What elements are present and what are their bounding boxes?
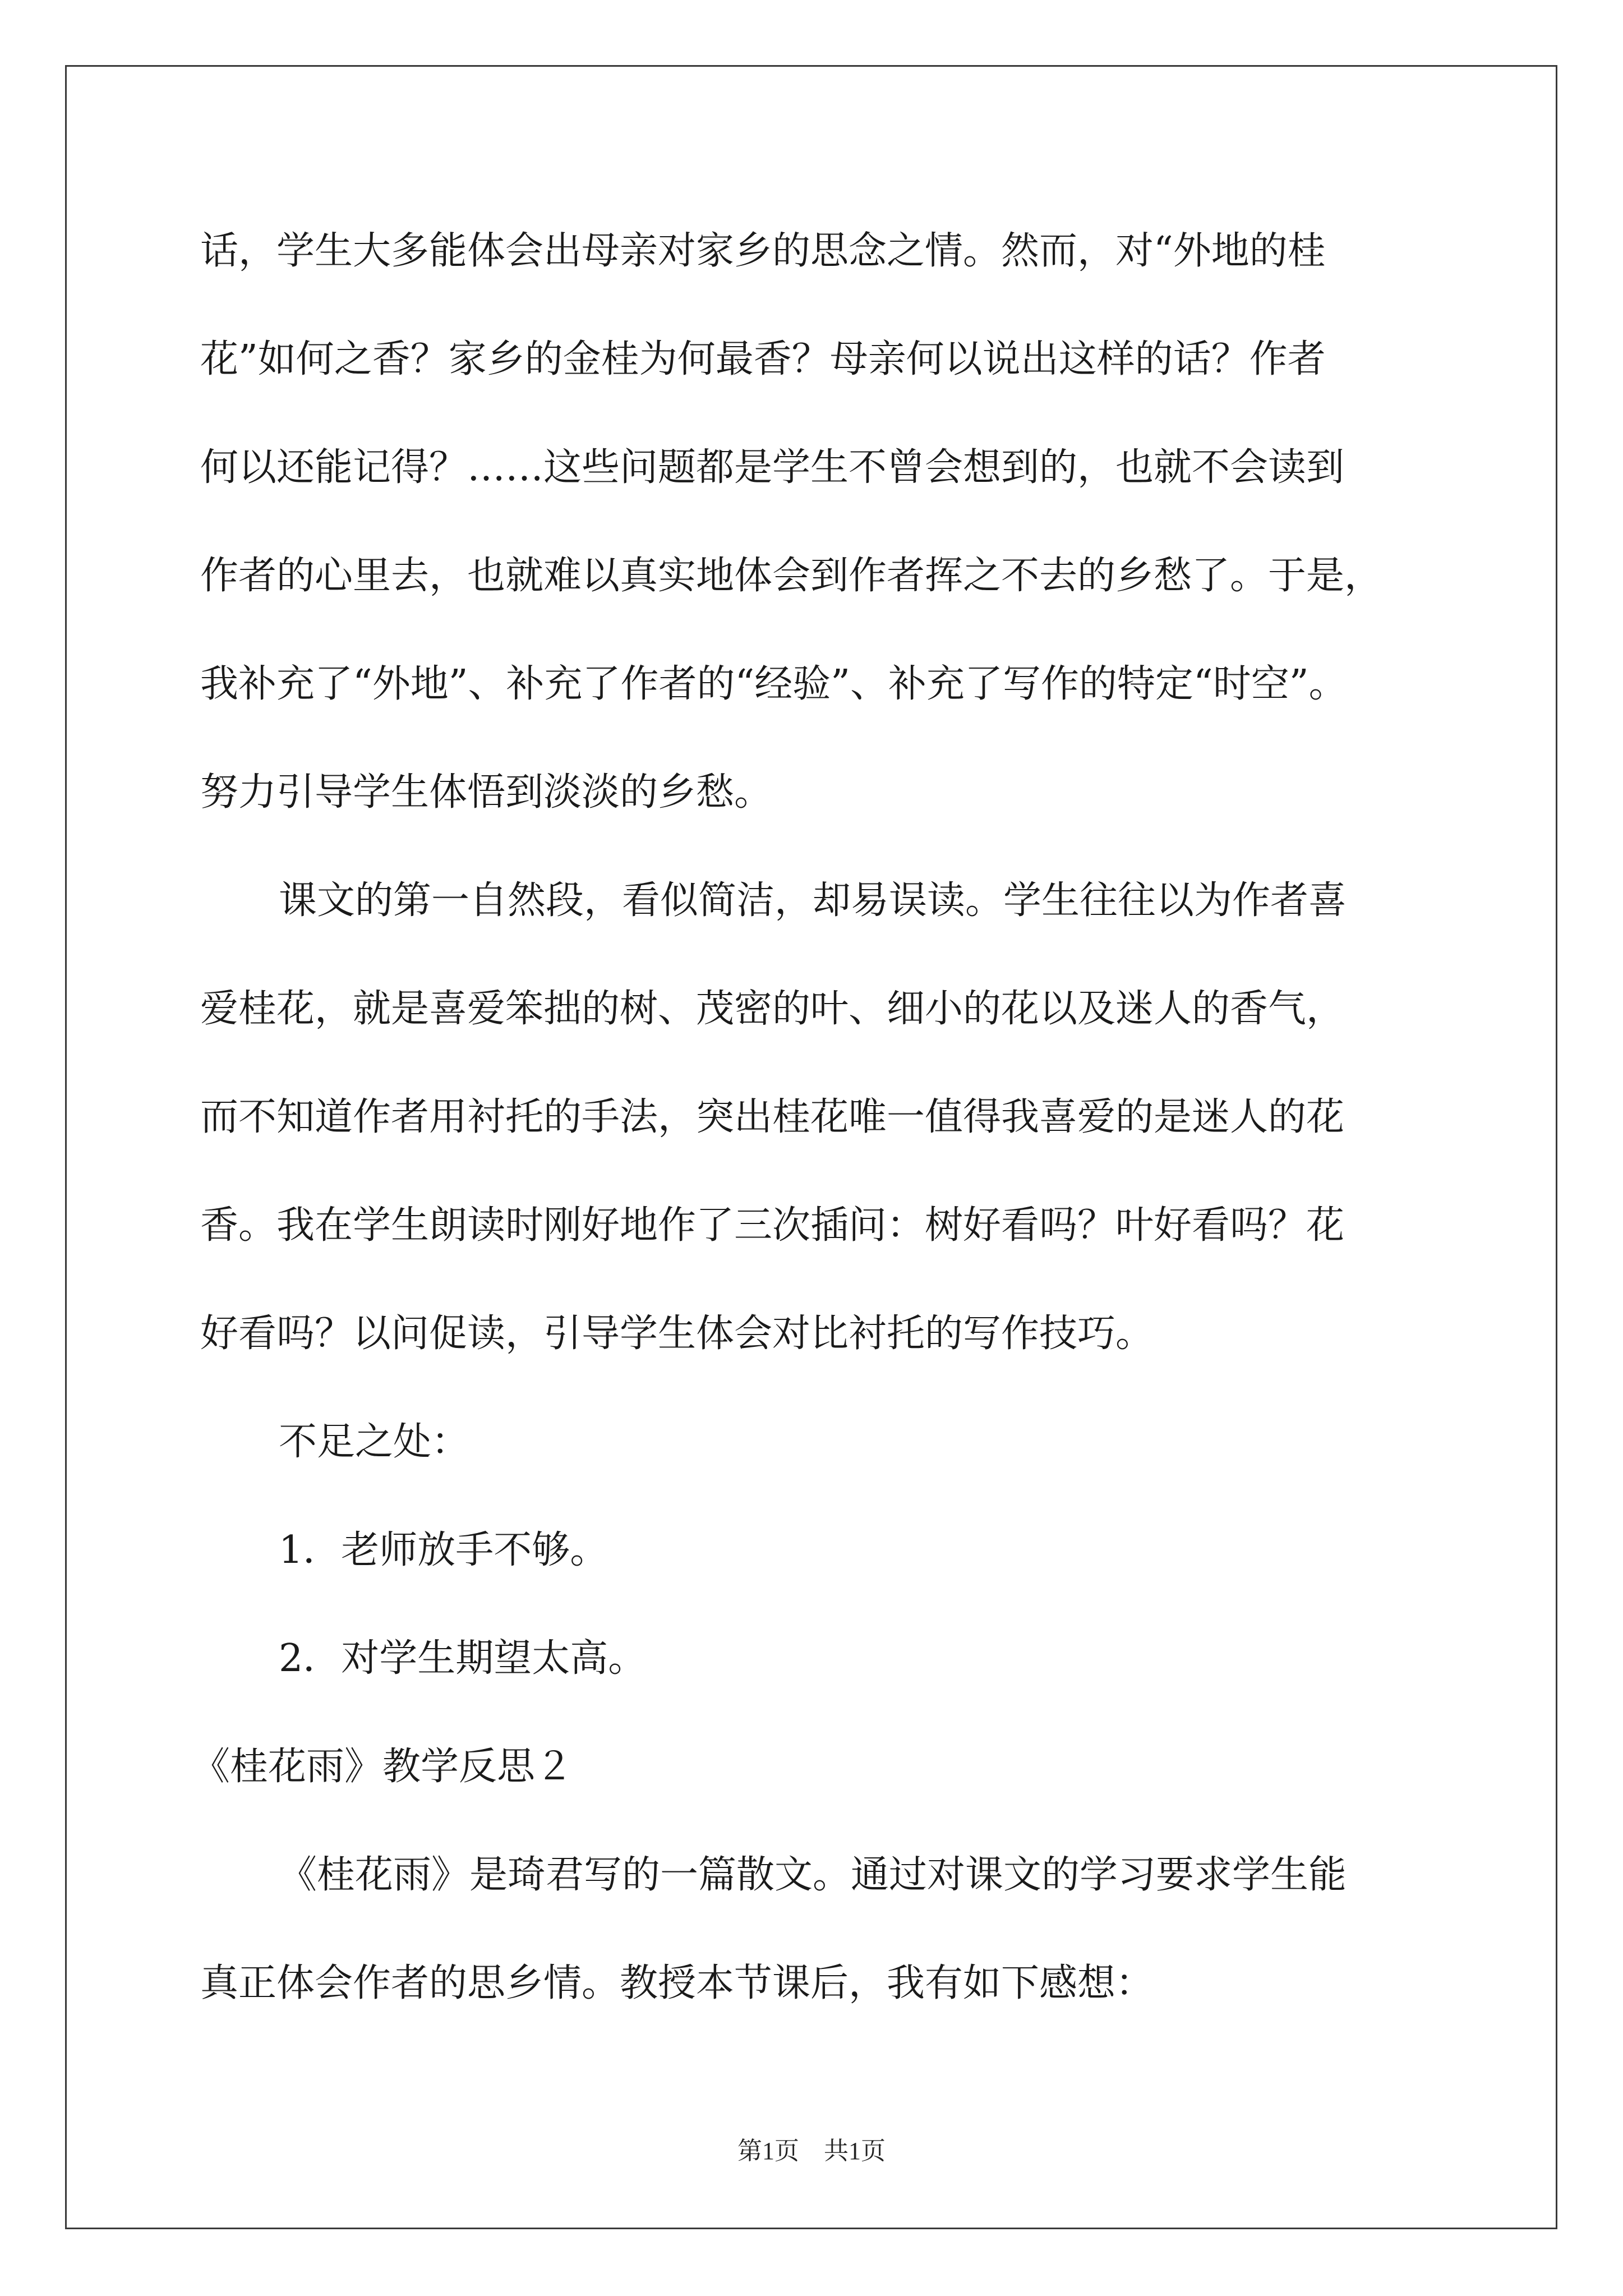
body-line: 努力引导学生体悟到淡淡的乡愁。 bbox=[200, 770, 773, 815]
body-line: 真正体会作者的思乡情。教授本节课后，我有如下感想： bbox=[200, 1961, 1154, 2005]
page-footer: 第1页 共1页 bbox=[737, 2137, 886, 2165]
body-line: 我补充了“外地”、补充了作者的“经验”、补充了写作的特定“时空”。 bbox=[200, 662, 1347, 706]
paragraph-first-line: 《桂花雨》是琦君写的一篇散文。通过对课文的学习要求学生能 bbox=[279, 1853, 1347, 1897]
section-heading: 《桂花雨》教学反思２ bbox=[192, 1745, 574, 1789]
list-intro: 不足之处： bbox=[279, 1420, 470, 1464]
list-item: 1．老师放手不够。 bbox=[279, 1528, 608, 1572]
body-line: 花”如何之香？家乡的金桂为何最香？母亲何以说出这样的话？作者 bbox=[200, 337, 1326, 381]
page-border bbox=[65, 65, 1557, 2229]
body-line: 香。我在学生朗读时刚好地作了三次插问：树好看吗？叶好看吗？花 bbox=[200, 1203, 1345, 1248]
body-line: 作者的心里去，也就难以真实地体会到作者挥之不去的乡愁了。于是， bbox=[200, 554, 1383, 598]
body-line: 话，学生大多能体会出母亲对家乡的思念之情。然而，对“外地的桂 bbox=[200, 229, 1326, 273]
body-line: 爱桂花，就是喜爱笨拙的树、茂密的叶、细小的花以及迷人的香气， bbox=[200, 987, 1345, 1031]
list-item: 2．对学生期望太高。 bbox=[279, 1636, 647, 1681]
body-line: 何以还能记得？……这些问题都是学生不曾会想到的，也就不会读到 bbox=[200, 445, 1345, 490]
body-line: 而不知道作者用衬托的手法，突出桂花唯一值得我喜爱的是迷人的花 bbox=[200, 1095, 1345, 1139]
body-line: 好看吗？以问促读，引导学生体会对比衬托的写作技巧。 bbox=[200, 1312, 1154, 1356]
paragraph-first-line: 课文的第一自然段，看似简洁，却易误读。学生往往以为作者喜 bbox=[279, 878, 1347, 923]
